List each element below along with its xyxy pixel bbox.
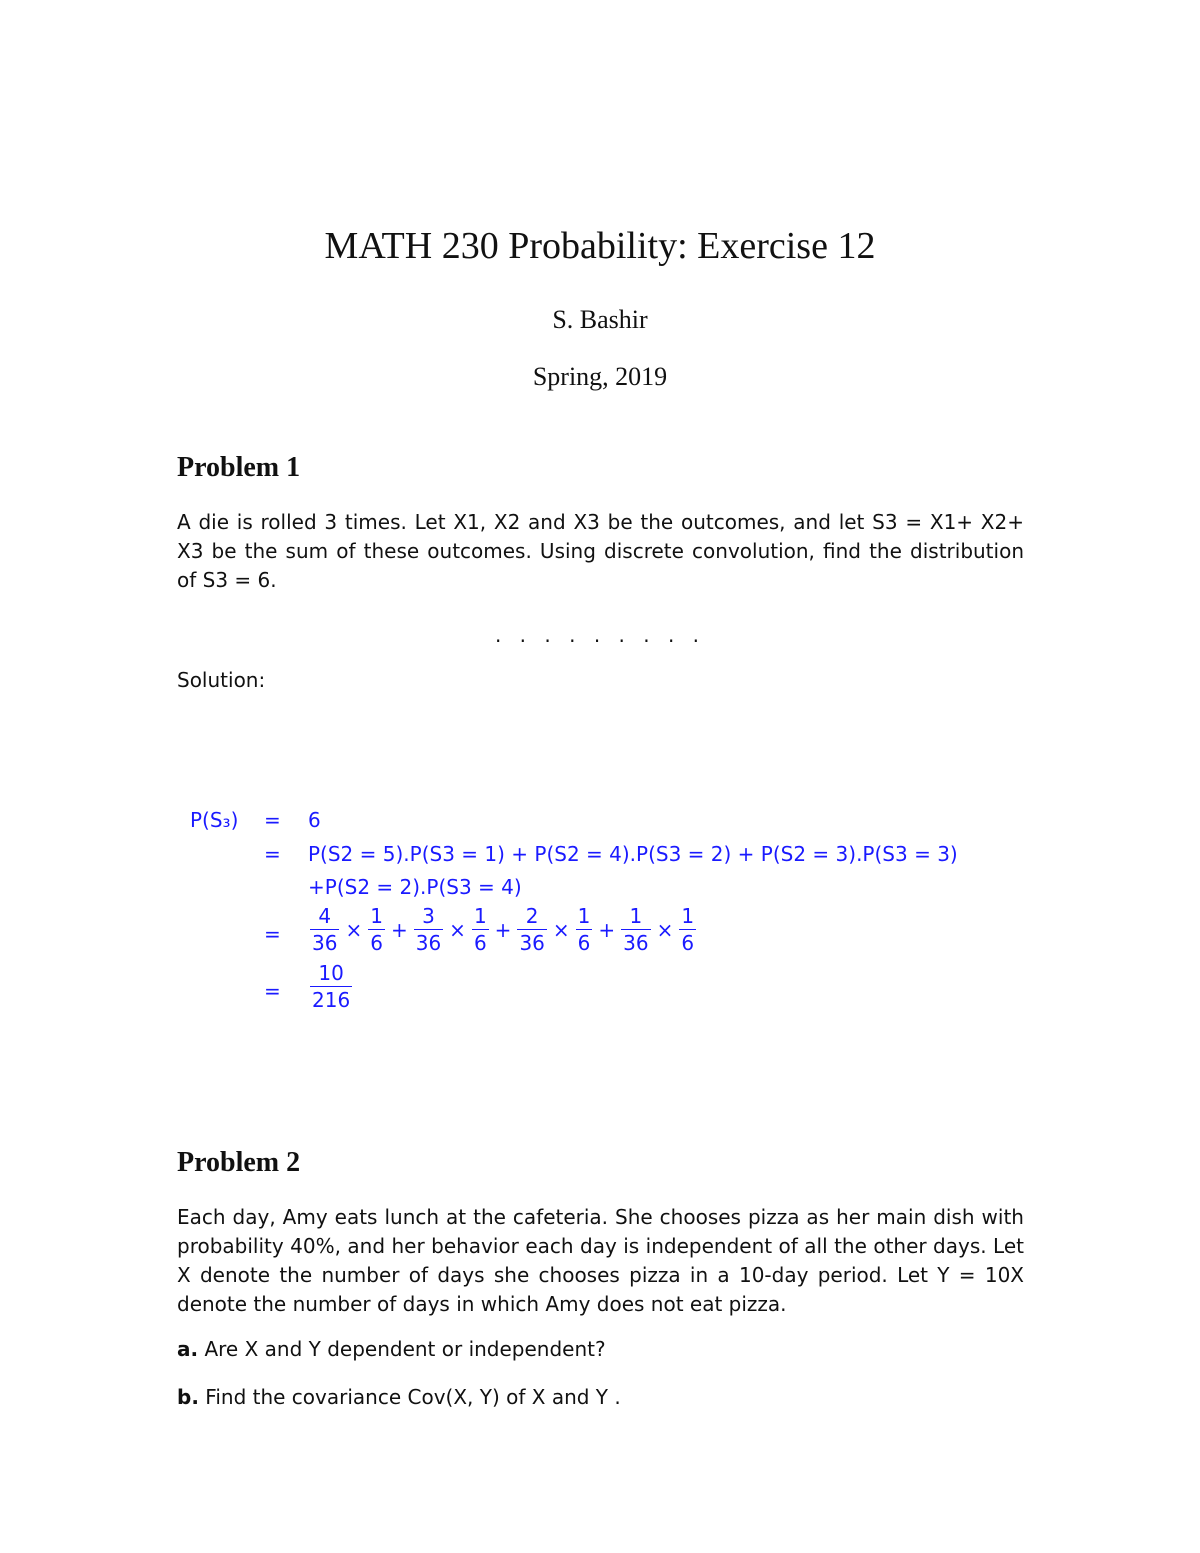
solution-label: Solution: [177,668,266,692]
document-date: Spring, 2019 [532,362,668,391]
equation-rhs-1: 6 [308,808,321,832]
equals-sign: = [264,808,281,832]
document-author: S. Bashir [552,305,648,334]
part-b-label: b. [177,1385,199,1409]
equation-rhs-2: P(S2 = 5).P(S3 = 1) + P(S2 = 4).P(S3 = 2) + P(S2 = 3).P(S3 = 3) [308,842,958,866]
fraction: $\frac{1}{36}$ [623,904,649,955]
fraction: $\frac{1}{6}$ [473,904,487,955]
fraction: $\frac{1}{6}$ [577,904,591,955]
problem-2-line-2: probability 40%, and her behavior each day is independent of all the other days. Let [177,1234,1024,1258]
equals-sign: = [264,842,281,866]
fraction: $\frac{10}{216}$ [312,961,351,1012]
part-b-text: Find the covariance Cov(X, Y) of X and Y . [205,1385,621,1409]
final-fraction [308,960,354,1013]
problem-2-line-1: Each day, Amy eats lunch at the cafeteria. She chooses pizza as her main dish with [177,1205,1024,1229]
problem-2-line-3: X denote the number of days she chooses pizza in a 10-day period. Let Y = 10X [177,1263,1024,1287]
problem-2-part-b [177,1385,621,1409]
equals-sign: = [264,922,281,946]
document-title: MATH 230 Probability: Exercise 12 [324,225,876,267]
problem-1-line-2: X3 be the sum of these outcomes. Using discrete convolution, find the distribution [177,539,1024,563]
problem-2-part-a [177,1337,606,1361]
fraction-product-sum: $\frac{4}{36}$ × $\frac{1}{6}$ + $\frac{3}{36}$ × $\frac{1}{6}$ + $\frac{2}{36}$ × $\frac{1}{6}$ + $\frac{1}{36}$ × $\frac{1}{6}$ [312,904,695,955]
problem-2-line-4: denote the number of days in which Amy does not eat pizza. [177,1292,787,1316]
equals-sign: = [264,979,281,1003]
equation-lhs: P(S₃) [190,808,239,832]
problem-1-heading: Problem 1 [177,452,301,483]
problem-2-heading: Problem 2 [177,1147,301,1178]
fraction: $\frac{2}{36}$ [519,904,545,955]
problem-2-text [177,1203,1024,1319]
equation-rhs-3: +P(S2 = 2).P(S3 = 4) [308,875,522,899]
problem-1-line-1: A die is rolled 3 times. Let X1, X2 and X3 be the outcomes, and let S3 = X1+ X2+ [177,510,1024,534]
fraction: $\frac{4}{36}$ [312,904,338,955]
fraction: $\frac{1}{6}$ [681,904,695,955]
fraction: $\frac{1}{6}$ [370,904,383,955]
part-a-text: Are X and Y dependent or independent? [204,1337,606,1361]
problem-1-line-3: of S3 = 6. [177,568,277,592]
part-a-label: a. [177,1337,199,1361]
section-separator: . . . . . . . . . [494,623,706,647]
fraction: $\frac{3}{36}$ [415,904,442,955]
